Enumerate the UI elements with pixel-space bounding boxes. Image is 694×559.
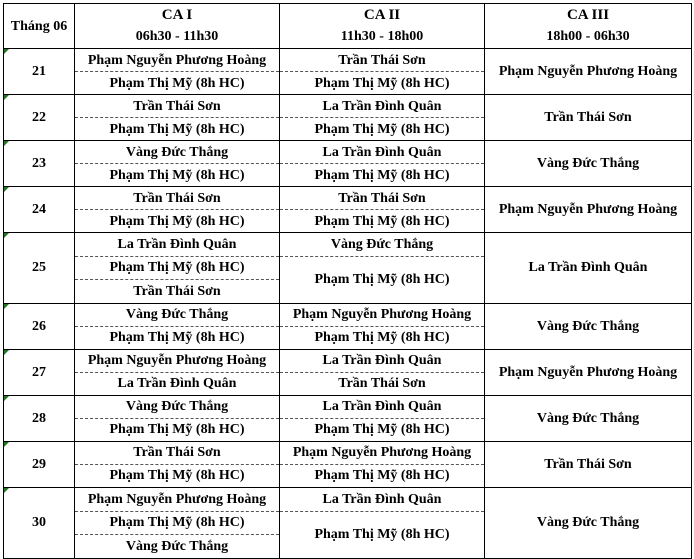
ca2-person: Phạm Thị Mỹ (8h HC) bbox=[280, 326, 485, 349]
ca1-person: Phạm Nguyễn Phương Hoàng bbox=[75, 349, 280, 372]
shift-header-ca3 bbox=[485, 4, 692, 49]
day-cell: 28 bbox=[4, 395, 75, 441]
ca2-person: La Trần Đình Quân bbox=[280, 141, 485, 164]
ca3-person: Trần Thái Sơn bbox=[485, 441, 692, 487]
shift-header-ca1 bbox=[75, 4, 280, 49]
ca2-person: La Trần Đình Quân bbox=[280, 95, 485, 118]
ca3-person: Phạm Nguyễn Phương Hoàng bbox=[485, 49, 692, 95]
day-cell: 24 bbox=[4, 187, 75, 233]
ca2-person: Phạm Thị Mỹ (8h HC) bbox=[280, 164, 485, 187]
ca3-person: La Trần Đình Quân bbox=[485, 233, 692, 304]
ca2-person: Phạm Thị Mỹ (8h HC) bbox=[280, 464, 485, 487]
shift-time: 11h30 - 18h00 bbox=[340, 29, 424, 44]
day-cell: 22 bbox=[4, 95, 75, 141]
shift-header-ca2 bbox=[280, 4, 485, 49]
shift-time: 06h30 - 11h30 bbox=[135, 29, 219, 44]
ca1-person: Vàng Đức Thắng bbox=[75, 141, 280, 164]
ca2-person: La Trần Đình Quân bbox=[280, 349, 485, 372]
table-row bbox=[4, 49, 692, 72]
ca2-person: Phạm Thị Mỹ (8h HC) bbox=[280, 72, 485, 95]
table-row bbox=[4, 349, 692, 372]
ca3-person: Phạm Nguyễn Phương Hoàng bbox=[485, 349, 692, 395]
table-row bbox=[4, 395, 692, 418]
ca2-person: Phạm Thị Mỹ (8h HC) bbox=[280, 256, 485, 303]
ca2-person: Trần Thái Sơn bbox=[280, 49, 485, 72]
table-row bbox=[4, 233, 692, 257]
day-cell: 25 bbox=[4, 233, 75, 304]
ca1-person: Vàng Đức Thắng bbox=[75, 395, 280, 418]
ca1-person: La Trần Đình Quân bbox=[75, 372, 280, 395]
ca1-person: La Trần Đình Quân bbox=[75, 233, 280, 257]
shift-name: CA I bbox=[161, 7, 193, 23]
table-row bbox=[4, 487, 692, 511]
ca2-person: Phạm Thị Mỹ (8h HC) bbox=[280, 511, 485, 558]
ca1-person: Phạm Thị Mỹ (8h HC) bbox=[75, 464, 280, 487]
day-cell: 27 bbox=[4, 349, 75, 395]
header-row bbox=[4, 4, 692, 49]
table-row bbox=[4, 303, 692, 326]
ca2-person: Phạm Nguyễn Phương Hoàng bbox=[280, 303, 485, 326]
ca1-person: Vàng Đức Thắng bbox=[75, 535, 280, 559]
ca3-person: Phạm Nguyễn Phương Hoàng bbox=[485, 187, 692, 233]
day-cell: 26 bbox=[4, 303, 75, 349]
table-row bbox=[4, 441, 692, 464]
table-row bbox=[4, 141, 692, 164]
ca3-person: Vàng Đức Thắng bbox=[485, 487, 692, 558]
table-row bbox=[4, 187, 692, 210]
ca2-person: Phạm Thị Mỹ (8h HC) bbox=[280, 418, 485, 441]
ca1-person: Phạm Thị Mỹ (8h HC) bbox=[75, 118, 280, 141]
table-row bbox=[4, 95, 692, 118]
ca3-person: Vàng Đức Thắng bbox=[485, 303, 692, 349]
ca1-person: Vàng Đức Thắng bbox=[75, 303, 280, 326]
ca2-person: Trần Thái Sơn bbox=[280, 372, 485, 395]
ca2-person: Phạm Thị Mỹ (8h HC) bbox=[280, 210, 485, 233]
shift-time: 18h00 - 06h30 bbox=[546, 29, 630, 44]
ca2-person: La Trần Đình Quân bbox=[280, 395, 485, 418]
ca2-person: Vàng Đức Thắng bbox=[280, 233, 485, 257]
ca1-person: Trần Thái Sơn bbox=[75, 280, 280, 304]
ca2-person: La Trần Đình Quân bbox=[280, 487, 485, 511]
roster-body bbox=[4, 49, 692, 559]
ca3-person: Vàng Đức Thắng bbox=[485, 395, 692, 441]
ca1-person: Phạm Thị Mỹ (8h HC) bbox=[75, 72, 280, 95]
day-cell: 29 bbox=[4, 441, 75, 487]
ca1-person: Phạm Nguyễn Phương Hoàng bbox=[75, 49, 280, 72]
ca1-person: Trần Thái Sơn bbox=[75, 441, 280, 464]
ca1-person: Trần Thái Sơn bbox=[75, 95, 280, 118]
ca2-person: Phạm Nguyễn Phương Hoàng bbox=[280, 441, 485, 464]
shift-name: CA III bbox=[566, 7, 610, 23]
ca1-person: Phạm Thị Mỹ (8h HC) bbox=[75, 511, 280, 535]
ca1-person: Phạm Nguyễn Phương Hoàng bbox=[75, 487, 280, 511]
day-cell: 21 bbox=[4, 49, 75, 95]
ca1-person: Trần Thái Sơn bbox=[75, 187, 280, 210]
shift-name: CA II bbox=[363, 7, 401, 23]
ca3-person: Trần Thái Sơn bbox=[485, 95, 692, 141]
month-header: Tháng 06 bbox=[4, 4, 75, 49]
ca1-person: Phạm Thị Mỹ (8h HC) bbox=[75, 418, 280, 441]
ca1-person: Phạm Thị Mỹ (8h HC) bbox=[75, 326, 280, 349]
ca2-person: Trần Thái Sơn bbox=[280, 187, 485, 210]
shift-roster-table bbox=[3, 3, 692, 559]
ca2-person: Phạm Thị Mỹ (8h HC) bbox=[280, 118, 485, 141]
ca3-person: Vàng Đức Thắng bbox=[485, 141, 692, 187]
ca1-person: Phạm Thị Mỹ (8h HC) bbox=[75, 210, 280, 233]
ca1-person: Phạm Thị Mỹ (8h HC) bbox=[75, 256, 280, 280]
day-cell: 23 bbox=[4, 141, 75, 187]
day-cell: 30 bbox=[4, 487, 75, 558]
ca1-person: Phạm Thị Mỹ (8h HC) bbox=[75, 164, 280, 187]
